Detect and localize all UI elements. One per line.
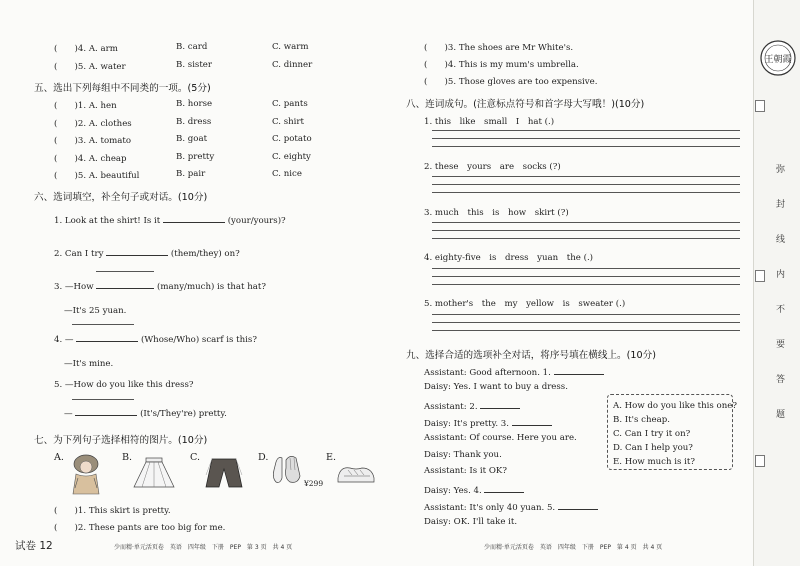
s5-r1-a: ( )1. A. hen — [54, 101, 117, 111]
s8-answer-line[interactable] — [432, 314, 740, 315]
pants-picture — [202, 455, 246, 491]
s5-r4-a: ( )4. A. cheap — [54, 154, 127, 164]
s5-r3-a: ( )3. A. tomato — [54, 136, 132, 146]
s8-answer-line[interactable] — [432, 230, 740, 231]
seal-char: 答 — [776, 375, 786, 385]
s6-q2-blank[interactable] — [106, 246, 168, 256]
q4-row-c: C. warm — [272, 42, 309, 52]
dialog-line-2: Daisy: Yes. I want to buy a dress. — [424, 382, 568, 392]
binding-marker — [755, 100, 765, 112]
s6-q5-options: (It's/They're) pretty. — [140, 409, 227, 419]
option-b: B. It's cheap. — [613, 415, 670, 425]
s6-q3 — [54, 279, 266, 292]
seal-char: 要 — [776, 340, 786, 350]
s8-answer-line[interactable] — [432, 130, 740, 131]
s5-r5-c: C. nice — [272, 169, 302, 179]
left-page-footer: 少而精·单元活页卷 英语 四年级 下册 PEP 第 3 页 共 4 页 — [114, 544, 293, 551]
s6-q1 — [54, 213, 286, 226]
s5-r3-c: C. potato — [272, 134, 312, 144]
s5-r1-c: C. pants — [272, 99, 308, 109]
binding-marker — [755, 270, 765, 282]
s6-q3-blank[interactable] — [96, 279, 154, 289]
seal-char: 弥 — [776, 165, 786, 175]
s8-item-2: 2. these yours are socks (?) — [424, 162, 561, 172]
s8-answer-line[interactable] — [432, 222, 740, 223]
section-5-title: 五、选出下列每组中不同类的一项。(5分) — [34, 83, 211, 94]
s6-q1-text: 1. Look at the shirt! Is it — [54, 216, 161, 226]
s8-answer-line[interactable] — [432, 138, 740, 139]
right-page-footer: 少而精·单元活页卷 英语 四年级 下册 PEP 第 4 页 共 4 页 — [484, 544, 663, 551]
s6-q1-options: (your/yours)? — [227, 216, 286, 226]
s6-q4-reply: —It's mine. — [64, 359, 114, 369]
s6-q2 — [54, 246, 240, 259]
dialog-blank-2[interactable] — [480, 399, 520, 409]
s8-item-1: 1. this like small I hat (.) — [424, 117, 555, 127]
exam-paper-number: 试卷 12 — [15, 540, 53, 552]
s6-q5 — [64, 406, 227, 419]
binding-marker — [755, 455, 765, 467]
s5-r1-b: B. horse — [176, 99, 213, 109]
dialog-line-4 — [424, 416, 552, 429]
logo-text: 王朝霞 — [764, 55, 792, 65]
q8-row-3: ( )3. The shoes are Mr White's. — [424, 43, 574, 53]
skirt-picture — [132, 455, 176, 491]
s6-q5-question: 5. —How do you like this dress? — [54, 380, 194, 390]
gloves-price: ¥299 — [304, 479, 324, 488]
s6-q2-text: 2. Can I try — [54, 249, 104, 259]
option-c: C. Can I try it on? — [613, 429, 691, 439]
dialog-line-6: Daisy: Thank you. — [424, 450, 502, 460]
s5-r2-a: ( )2. A. clothes — [54, 119, 132, 129]
s8-answer-line[interactable] — [432, 238, 740, 239]
q4-row-a: ( )4. A. arm — [54, 44, 118, 54]
q5-row-c: C. dinner — [272, 60, 313, 70]
picture-label-b: B. — [122, 452, 133, 463]
s6-q4-text: 4. — — [54, 335, 74, 345]
s5-r5-a: ( )5. A. beautiful — [54, 171, 140, 181]
seal-char: 封 — [776, 200, 786, 210]
s5-r2-b: B. dress — [176, 117, 212, 127]
s7-row-2: ( )2. These pants are too big for me. — [54, 523, 226, 533]
seal-char: 题 — [776, 410, 786, 420]
s5-r4-c: C. eighty — [272, 152, 311, 162]
s6-q3-text: 3. —How — [54, 282, 94, 292]
s8-item-4: 4. eighty-five is dress yuan the (.) — [424, 253, 594, 263]
s8-answer-line[interactable] — [432, 284, 740, 285]
dialog-line-3 — [424, 399, 520, 412]
binding-margin — [753, 0, 800, 566]
s8-answer-line[interactable] — [432, 184, 740, 185]
section-7-title: 七、为下列句子选择相符的图片。(10分) — [34, 435, 208, 446]
dialog-line-9 — [424, 500, 598, 513]
dialog-line-5: Assistant: Of course. Here you are. — [424, 433, 577, 443]
s6-q4 — [54, 332, 257, 345]
s5-r2-c: C. shirt — [272, 117, 304, 127]
dialog-text: Assistant: It's only 40 yuan. 5. — [424, 503, 556, 513]
section-8-title: 八、连词成句。(注意标点符号和首字母大写哦！)(10分) — [406, 99, 645, 110]
dialog-text: Daisy: Yes. 4. — [424, 486, 482, 496]
s6-q1-blank[interactable] — [163, 213, 225, 223]
dialog-text: Assistant: 2. — [424, 402, 478, 412]
s8-answer-line[interactable] — [432, 330, 740, 331]
dialog-line-1 — [424, 365, 604, 378]
dialog-line-8 — [424, 483, 524, 496]
seal-char: 线 — [776, 235, 786, 245]
dialog-line-10: Daisy: OK. I'll take it. — [424, 517, 518, 527]
section-6-title: 六、选词填空，补全句子或对话。(10分) — [34, 192, 208, 203]
seal-char: 内 — [776, 270, 786, 280]
s6-q5-blank[interactable] — [75, 406, 137, 416]
dialog-text: Daisy: It's pretty. 3. — [424, 419, 509, 429]
option-a: A. How do you like this one? — [613, 401, 737, 411]
s6-q3-guide-line — [96, 271, 154, 272]
section-9-title: 九、选择合适的选项补全对话，将序号填在横线上。(10分) — [406, 350, 656, 361]
s8-answer-line[interactable] — [432, 176, 740, 177]
q5-row-b: B. sister — [176, 60, 212, 70]
s5-r4-b: B. pretty — [176, 152, 215, 162]
s6-q4-guide-line — [72, 324, 134, 325]
s6-q5-guide-line — [72, 399, 134, 400]
s6-q2-options: (them/they) on? — [170, 249, 240, 259]
option-e: E. How much is it? — [613, 457, 695, 467]
s6-q5-dash: — — [64, 409, 73, 419]
dialog-blank-4[interactable] — [484, 483, 524, 493]
q8-row-4: ( )4. This is my mum's umbrella. — [424, 60, 579, 70]
s8-answer-line[interactable] — [432, 146, 740, 147]
dialog-text: Assistant: Good afternoon. 1. — [424, 368, 551, 378]
wangchaoxia-logo — [758, 38, 798, 78]
s8-item-3: 3. much this is how skirt (?) — [424, 208, 569, 218]
s8-answer-line[interactable] — [432, 192, 740, 193]
s6-q4-blank[interactable] — [76, 332, 138, 342]
s6-q4-options: (Whose/Who) scarf is this? — [141, 335, 257, 345]
s8-answer-line[interactable] — [432, 276, 740, 277]
s5-r3-b: B. goat — [176, 134, 208, 144]
option-d: D. Can I help you? — [613, 443, 693, 453]
seal-char: 不 — [776, 305, 786, 315]
s8-item-5: 5. mother's the my yellow is sweater (.) — [424, 299, 626, 309]
s8-answer-line[interactable] — [432, 322, 740, 323]
picture-label-a: A. — [54, 452, 64, 463]
dialog-line-7: Assistant: Is it OK? — [424, 466, 507, 476]
q5-row-a: ( )5. A. water — [54, 62, 126, 72]
picture-label-d: D. — [258, 452, 269, 463]
picture-label-c: C. — [190, 452, 201, 463]
s6-q3-options: (many/much) is that hat? — [157, 282, 266, 292]
dialog-blank-3[interactable] — [512, 416, 552, 426]
shoes-picture — [334, 458, 378, 488]
s8-answer-line[interactable] — [432, 268, 740, 269]
picture-label-e: E. — [326, 452, 337, 463]
s5-r5-b: B. pair — [176, 169, 206, 179]
dialog-blank-5[interactable] — [558, 500, 598, 510]
girl-picture — [66, 452, 106, 498]
dialog-blank-1[interactable] — [554, 365, 604, 375]
q4-row-b: B. card — [176, 42, 208, 52]
q8-row-5: ( )5. Those gloves are too expensive. — [424, 77, 598, 87]
s6-q3-reply: —It's 25 yuan. — [64, 306, 127, 316]
s7-row-1: ( )1. This skirt is pretty. — [54, 506, 171, 516]
